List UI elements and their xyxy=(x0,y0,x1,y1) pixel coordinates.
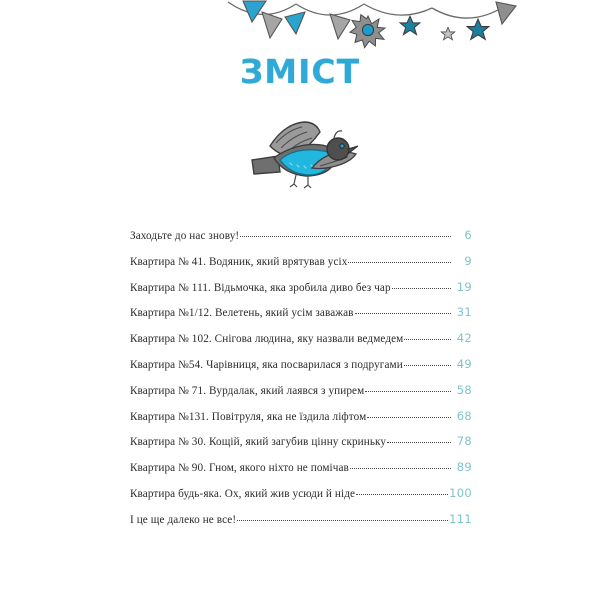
toc-entry-label: Квартира №1/12. Велетень, який усім заважав xyxy=(130,307,354,320)
toc-leader-dots xyxy=(387,441,451,443)
toc-leader-dots xyxy=(237,519,448,521)
toc-entry-label: І це ще далеко не все! xyxy=(130,513,237,526)
page-title: ЗМІСТ xyxy=(239,52,361,91)
garland-flag-blue-2 xyxy=(285,12,305,34)
toc-entry[interactable] xyxy=(130,228,472,254)
toc-entry-page: 42 xyxy=(456,331,472,346)
toc-entry[interactable] xyxy=(130,254,472,280)
toc-entry[interactable] xyxy=(130,331,472,357)
toc-entry-label: Квартира № 41. Водяник, який врятував усіх xyxy=(130,255,348,268)
toc-entry-label: Квартира будь-яка. Ох, який жив усюди й ніде xyxy=(130,487,356,500)
toc-leader-dots xyxy=(240,235,451,237)
toc-entry[interactable] xyxy=(130,434,472,460)
toc-entry[interactable] xyxy=(130,383,472,409)
toc-entry-page: 31 xyxy=(456,305,472,320)
toc-entry-page: 68 xyxy=(456,408,472,423)
toc-entry[interactable] xyxy=(130,460,472,486)
garland-star-gray-1 xyxy=(441,27,454,40)
toc-entry-page: 89 xyxy=(456,460,472,475)
toc-entry-label: Квартира № 111. Відьмочка, яка зробила диво без чар xyxy=(130,281,391,294)
toc-entry-page: 100 xyxy=(449,485,472,500)
garland-flag-gray-2 xyxy=(330,14,350,39)
bunting-garland xyxy=(0,0,600,52)
toc-entry[interactable] xyxy=(130,512,472,538)
garland-flag-gray-1 xyxy=(262,12,282,38)
toc-leader-dots xyxy=(404,338,451,340)
toc-entry[interactable] xyxy=(130,357,472,383)
toc-entry[interactable] xyxy=(130,409,472,435)
toc-leader-dots xyxy=(392,287,451,289)
toc-entry-label: Квартира № 90. Гном, якого ніхто не помічав xyxy=(130,462,349,475)
toc-entry-page: 6 xyxy=(464,228,472,242)
toc-entry-label: Квартира №54. Чарівниця, яка посварилася з подругами xyxy=(130,358,403,371)
toc-leader-dots xyxy=(348,261,451,263)
garland-star-blue-2 xyxy=(467,19,489,39)
toc-entry-page: 19 xyxy=(456,279,472,294)
bird-illustration-container xyxy=(0,116,600,196)
toc-entry-label: Квартира № 102. Снігова людина, яку назвали ведмедем xyxy=(130,333,404,346)
table-of-contents xyxy=(130,228,472,538)
toc-entry[interactable] xyxy=(130,486,472,512)
toc-leader-dots xyxy=(350,467,451,469)
toc-leader-dots xyxy=(365,390,451,392)
toc-leader-dots xyxy=(404,364,451,366)
garland-sunburst-icon xyxy=(350,15,385,48)
garland-star-blue-1 xyxy=(400,16,420,34)
toc-entry[interactable] xyxy=(130,280,472,306)
toc-entry-page: 78 xyxy=(456,434,472,449)
toc-entry-label: Квартира №131. Повітруля, яка не їздила ліфтом xyxy=(130,410,367,423)
flying-pigeon-icon xyxy=(240,116,360,194)
toc-entry-label: Заходьте до нас знову! xyxy=(130,230,240,242)
toc-entry-page: 49 xyxy=(456,356,472,371)
toc-leader-dots xyxy=(367,416,451,418)
toc-entry-label: Квартира № 30. Кощій, який загубив цінну скриньку xyxy=(130,436,387,449)
toc-entry-page: 58 xyxy=(456,382,472,397)
toc-leader-dots xyxy=(356,493,448,495)
toc-entry[interactable] xyxy=(130,305,472,331)
toc-leader-dots xyxy=(355,312,451,314)
garland-flag-gray-3 xyxy=(496,2,516,24)
toc-entry-label: Квартира № 71. Вурдалак, який лаявся з упирем xyxy=(130,384,365,397)
toc-entry-page: 111 xyxy=(449,511,472,526)
toc-entry-page: 9 xyxy=(464,253,472,268)
